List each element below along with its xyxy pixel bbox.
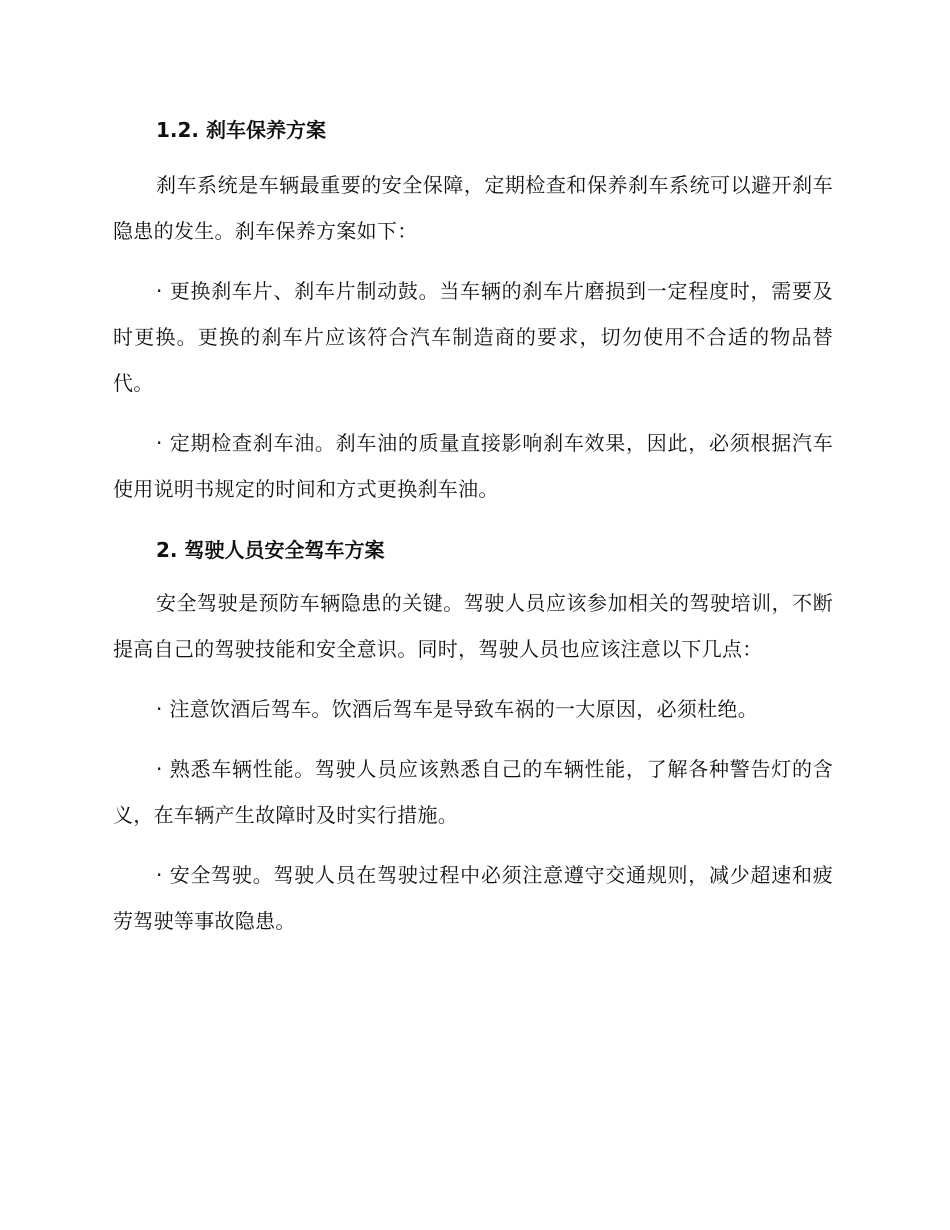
paragraph-brake-intro: 刹车系统是车辆最重要的安全保障，定期检查和保养刹车系统可以避开刹车隐患的发生。刹车保养方案如下： — [113, 173, 833, 243]
bullet-know-vehicle: · 熟悉车辆性能。驾驶人员应该熟悉自己的车辆性能，了解各种警告灯的含义，在车辆产生故障时及时实行措施。 — [113, 757, 833, 827]
bullet-check-brake-fluid: · 定期检查刹车油。刹车油的质量直接影响刹车效果，因此，必须根据汽车使用说明书规定的时间和方式更换刹车油。 — [113, 431, 833, 501]
bullet-no-drunk-driving: · 注意饮酒后驾车。饮酒后驾车是导致车祸的一大原因，必须杜绝。 — [156, 697, 759, 721]
bullet-safe-driving: · 安全驾驶。驾驶人员在驾驶过程中必须注意遵守交通规则，减少超速和疲劳驾驶等事故隐患。 — [113, 863, 833, 933]
paragraph-driver-intro: 安全驾驶是预防车辆隐患的关键。驾驶人员应该参加相关的驾驶培训，不断提高自己的驾驶技能和安全意识。同时，驾驶人员也应该注意以下几点： — [113, 591, 833, 661]
bullet-replace-brake-pads: · 更换刹车片、刹车片制动鼓。当车辆的刹车片磨损到一定程度时，需要及时更换。更换的刹车片应该符合汽车制造商的要求，切勿使用不合适的物品替代。 — [113, 279, 833, 395]
document-body — [113, 108, 833, 958]
section-heading-brake-maintenance: 1.2. 刹车保养方案 — [156, 118, 326, 142]
section-heading-safe-driving: 2. 驾驶人员安全驾车方案 — [156, 538, 385, 562]
